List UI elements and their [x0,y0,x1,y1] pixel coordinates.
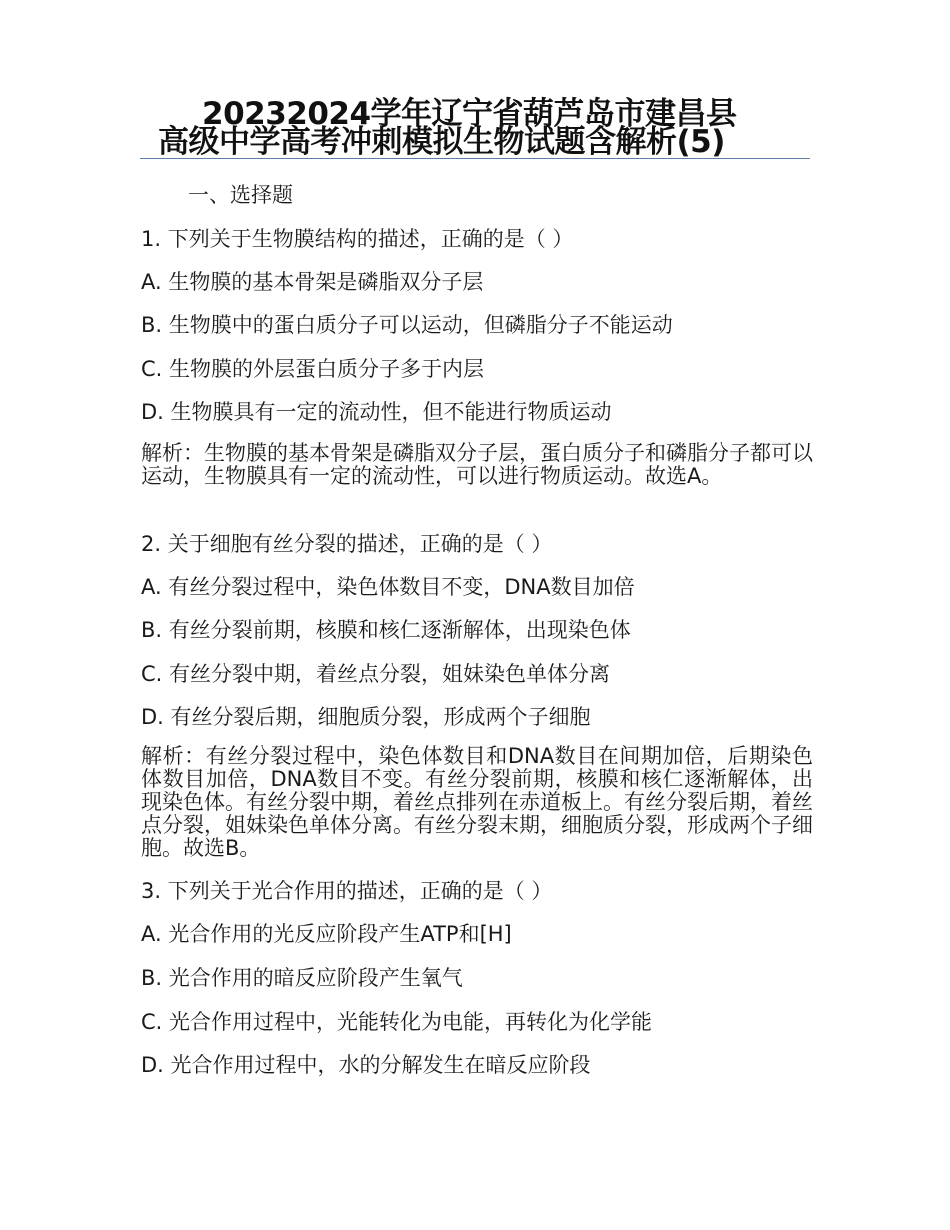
question-3-option-a: A. 光合作用的光反应阶段产生ATP和[H] [141,922,512,946]
question-1-option-d: D. 生物膜具有一定的流动性，但不能进行物质运动 [141,400,612,424]
title-line-1: 20232024学年辽宁省葫芦岛市建昌县 [202,96,737,132]
question-2-option-a: A. 有丝分裂过程中，染色体数目不变，DNA数目加倍 [141,575,635,599]
question-1-option-a: A. 生物膜的基本骨架是磷脂双分子层 [141,270,484,294]
question-1-analysis: 解析：生物膜的基本骨架是磷脂双分子层，蛋白质分子和磷脂分子都可以运动，生物膜具有一定的流动性，可以进行物质运动。故选A。 [141,441,813,488]
question-3-option-b: B. 光合作用的暗反应阶段产生氧气 [141,966,463,990]
question-2-option-c: C. 有丝分裂中期，着丝点分裂，姐妹染色单体分离 [141,662,611,686]
question-1-stem: 1. 下列关于生物膜结构的描述，正确的是（ ） [141,227,574,251]
question-2-option-d: D. 有丝分裂后期，细胞质分裂，形成两个子细胞 [141,705,591,729]
title-line-2: 高级中学高考冲刺模拟生物试题含解析(5) [158,124,725,160]
question-1-option-b: B. 生物膜中的蛋白质分子可以运动，但磷脂分子不能运动 [141,313,673,337]
question-1-option-c: C. 生物膜的外层蛋白质分子多于内层 [141,357,485,381]
question-3-option-d: D. 光合作用过程中，水的分解发生在暗反应阶段 [141,1053,591,1077]
question-2-stem: 2. 关于细胞有丝分裂的描述，正确的是（ ） [141,532,553,556]
section-heading: 一、选择题 [188,183,293,207]
question-3-option-c: C. 光合作用过程中，光能转化为电能，再转化为化学能 [141,1010,653,1034]
document-title [140,96,810,160]
question-3-stem: 3. 下列关于光合作用的描述，正确的是（ ） [141,879,553,903]
question-2-analysis: 解析：有丝分裂过程中，染色体数目和DNA数目在间期加倍，后期染色体数目加倍，DNA数目不变。有丝分裂前期，核膜和核仁逐渐解体，出现染色体。有丝分裂中期，着丝点排列在赤道板上。有丝分裂后期，着丝点分裂，姐妹染色单体分离。有丝分裂末期，细胞质分裂，形成两个子细胞。故选B。 [141,744,813,860]
question-2-option-b: B. 有丝分裂前期，核膜和核仁逐渐解体，出现染色体 [141,618,631,642]
